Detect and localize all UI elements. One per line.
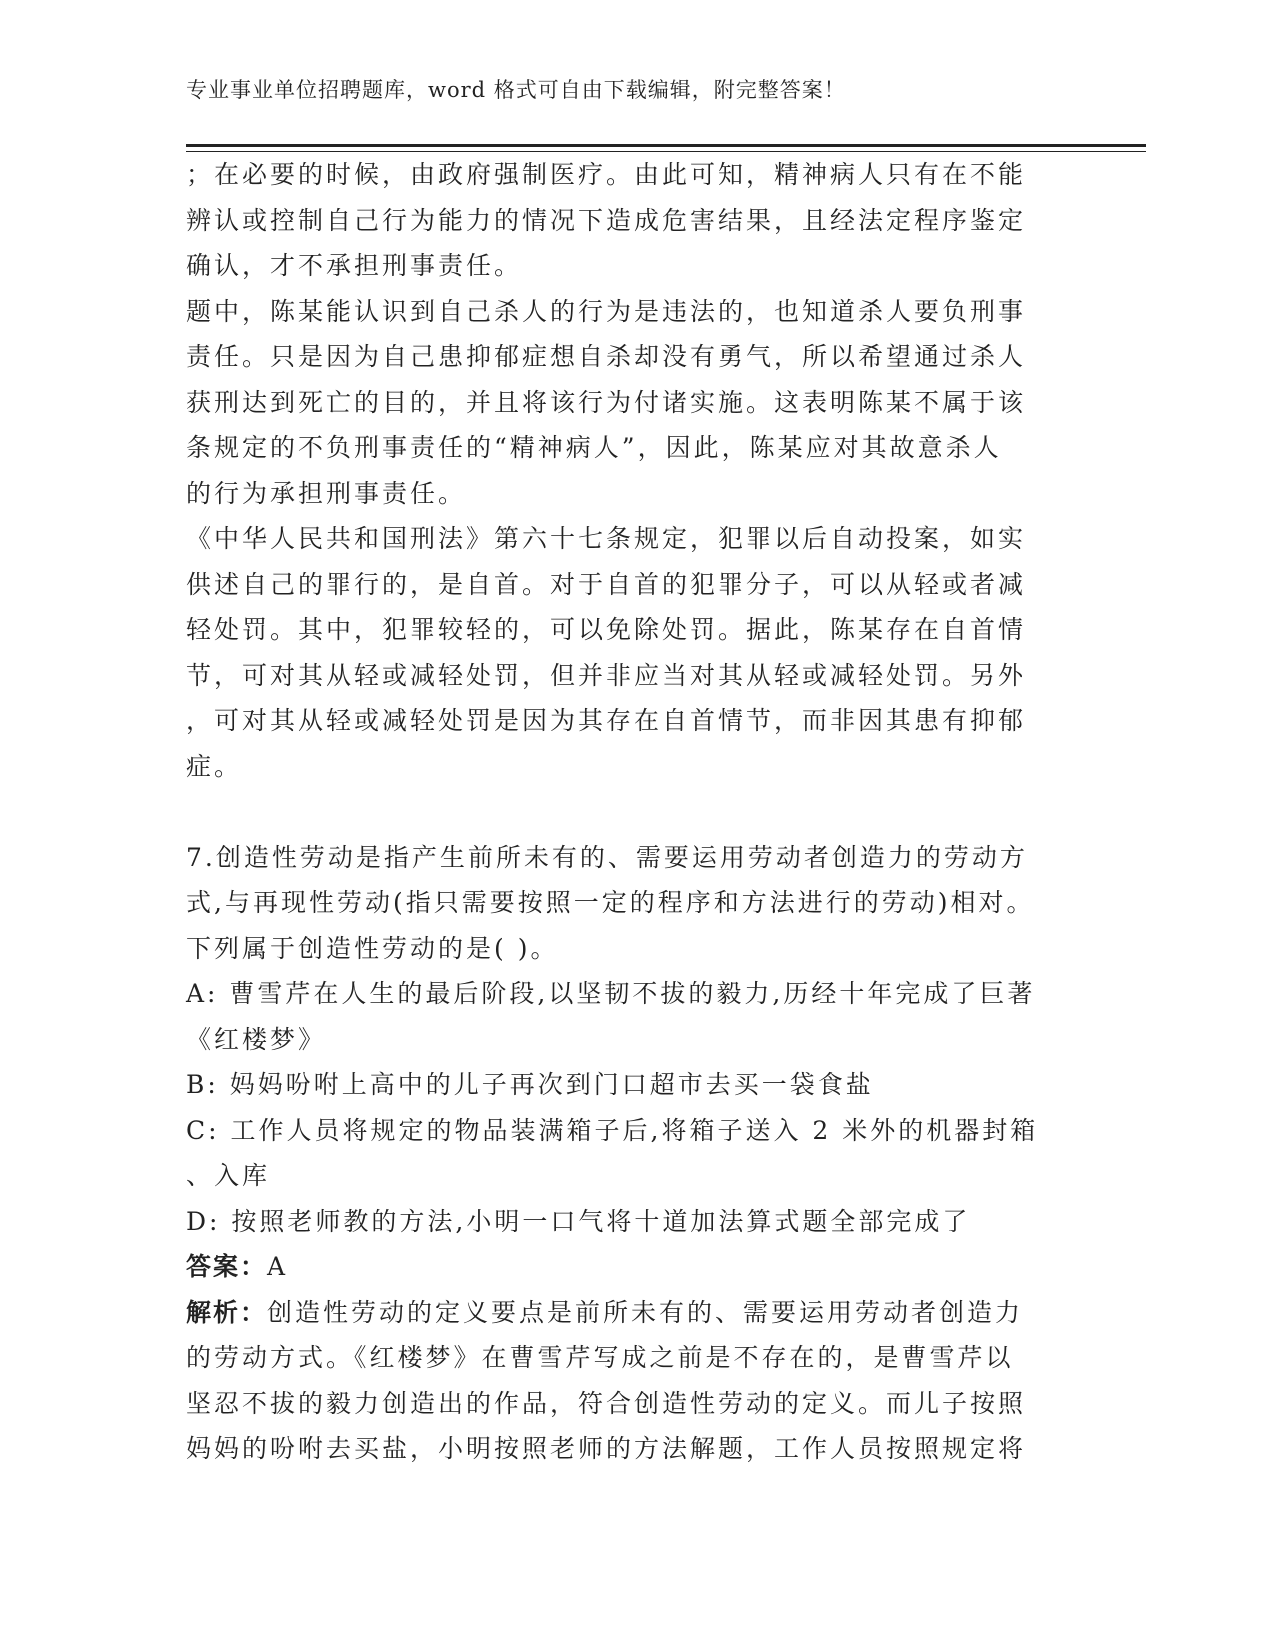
analysis [186, 1290, 1086, 1472]
answer-label: 答案： [186, 1252, 268, 1281]
question-stem-line: 式,与再现性劳动(指只需要按照一定的程序和方法进行的劳动)相对。 [186, 888, 1035, 917]
analysis-line: 妈妈的吩咐去买盐，小明按照老师的方法解题，工作人员按照规定将 [186, 1434, 1027, 1463]
text-line: 供述自己的罪行的，是自首。对于自首的犯罪分子，可以从轻或者减 [186, 569, 1027, 599]
blank-line [186, 789, 1086, 835]
analysis-text: 创造性劳动的定义要点是前所未有的、需要运用劳动者创造力 [267, 1297, 1024, 1327]
text-line: 症。 [186, 751, 243, 781]
analysis-label: 解析： [186, 1297, 268, 1327]
page-header: 专业事业单位招聘题库，word 格式可自由下载编辑，附完整答案！ [186, 78, 846, 102]
options-list [186, 971, 1086, 1244]
paragraph-3 [186, 516, 1086, 789]
answer-line [186, 1244, 1086, 1290]
option-a-continued: 《红楼梦》 [186, 1024, 327, 1054]
text-line: 题中，陈某能认识到自己杀人的行为是违法的，也知道杀人要负刑事 [186, 296, 1027, 326]
text-line: 轻处罚。其中，犯罪较轻的，可以免除处罚。据此，陈某存在自首情 [186, 615, 1027, 644]
option-b: B: 妈妈吩咐上高中的儿子再次到门口超市去买一袋食盐 [186, 1070, 874, 1099]
answer-value: A [267, 1252, 289, 1281]
question-stem-line: 7.创造性劳动是指产生前所未有的、需要运用劳动者创造力的劳动方 [186, 842, 1028, 872]
analysis-line: 的劳动方式。《红楼梦》在曹雪芹写成之前是不存在的，是曹雪芹以 [186, 1343, 1014, 1372]
question-7 [186, 835, 1086, 972]
text-line: ，可对其从轻或减轻处罚是因为其存在自首情节，而非因其患有抑郁 [186, 706, 1027, 735]
option-c-continued: 、入库 [186, 1161, 271, 1190]
question-stem-line: 下列属于创造性劳动的是( )。 [186, 933, 559, 963]
text-line: 《中华人民共和国刑法》第六十七条规定，犯罪以后自动投案，如实 [186, 524, 1027, 553]
option-a: A: 曹雪芹在人生的最后阶段,以坚韧不拔的毅力,历经十年完成了巨著 [186, 979, 1036, 1008]
option-d: D: 按照老师教的方法,小明一口气将十道加法算式题全部完成了 [186, 1206, 971, 1236]
paragraph-1 [186, 152, 1086, 289]
text-line: 辨认或控制自己行为能力的情况下造成危害结果，且经法定程序鉴定 [186, 205, 1027, 235]
text-line: 条规定的不负刑事责任的“精神病人”，因此，陈某应对其故意杀人 [186, 433, 1002, 462]
text-line: 节，可对其从轻或减轻处罚，但并非应当对其从轻或减轻处罚。另外 [186, 660, 1027, 690]
analysis-line: 坚忍不拔的毅力创造出的作品，符合创造性劳动的定义。而儿子按照 [186, 1388, 1027, 1418]
document-body [186, 152, 1086, 1472]
text-line: 确认，才不承担刑事责任。 [186, 251, 523, 280]
header-rule-thick [186, 144, 1146, 147]
text-line: ；在必要的时候，由政府强制医疗。由此可知，精神病人只有在不能 [186, 160, 1027, 189]
analysis-first-line [186, 1290, 1086, 1336]
text-line: 获刑达到死亡的目的，并且将该行为付诸实施。这表明陈某不属于该 [186, 387, 1027, 417]
option-c: C: 工作人员将规定的物品装满箱子后,将箱子送入 2 米外的机器封箱 [186, 1115, 1039, 1145]
paragraph-2 [186, 289, 1086, 517]
text-line: 责任。只是因为自己患抑郁症想自杀却没有勇气，所以希望通过杀人 [186, 342, 1027, 371]
text-line: 的行为承担刑事责任。 [186, 478, 467, 508]
